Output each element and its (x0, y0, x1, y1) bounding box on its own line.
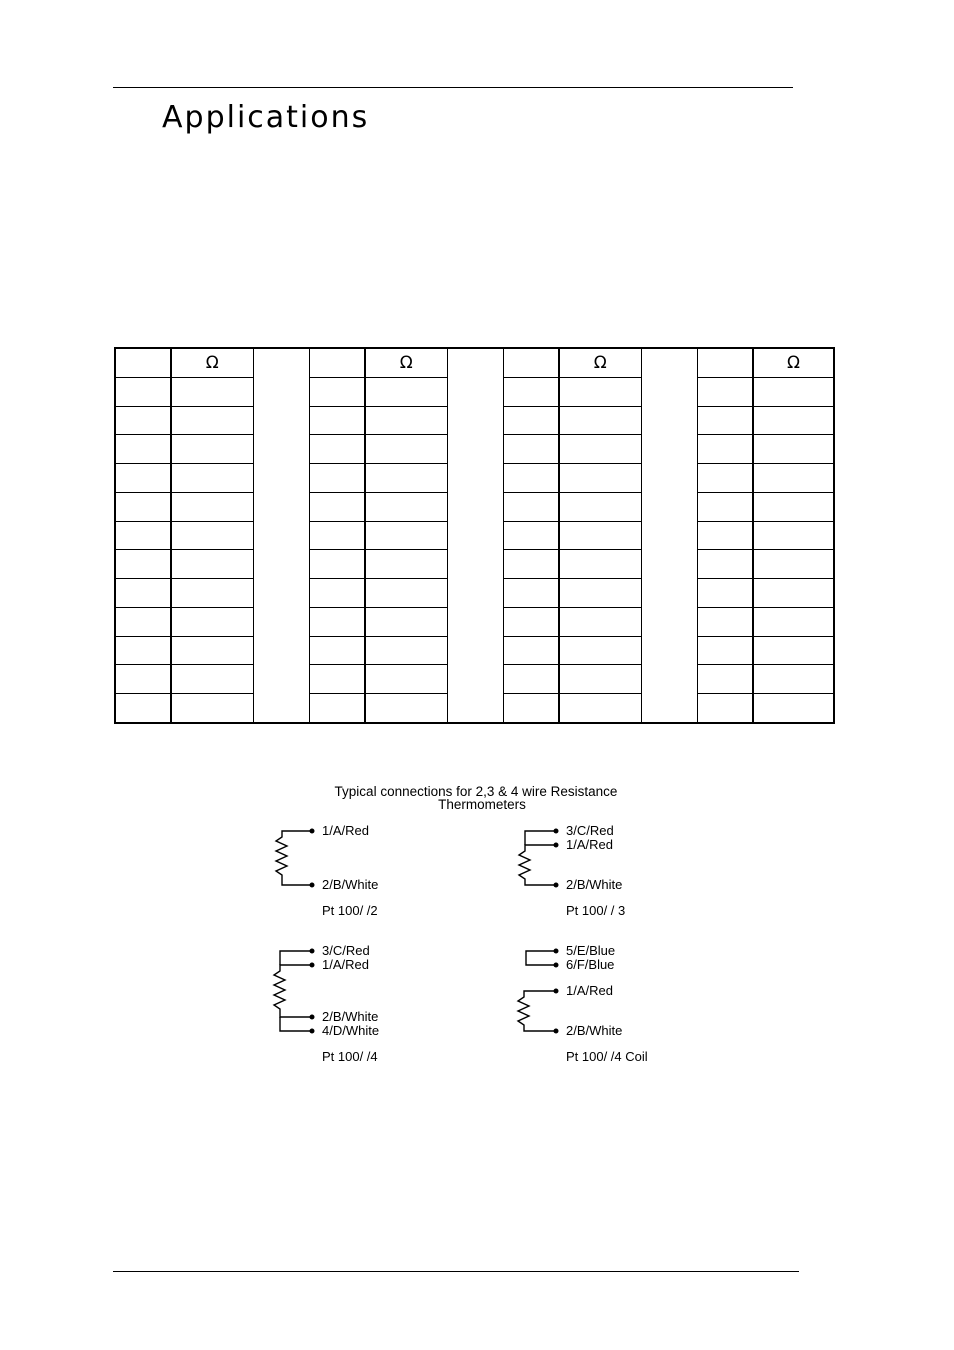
resistance-cell (171, 435, 253, 464)
three-wire-connection (519, 831, 556, 885)
resistance-cell (171, 406, 253, 435)
resistance-cell (559, 464, 641, 493)
coil-label-3: 1/A/Red (566, 983, 613, 998)
wire4-label-1: 3/C/Red (322, 943, 370, 958)
temperature-cell (115, 406, 171, 435)
temperature-cell (115, 694, 171, 723)
resistance-cell (365, 636, 447, 665)
temperature-cell (115, 636, 171, 665)
temperature-cell (115, 550, 171, 579)
resistance-cell (171, 521, 253, 550)
temperature-cell (697, 579, 753, 608)
wire4-caption: Pt 100/ /4 (322, 1049, 378, 1064)
rtd-wiring-diagram (240, 775, 720, 1075)
temperature-cell (309, 348, 365, 377)
resistance-cell (171, 607, 253, 636)
resistance-cell (365, 665, 447, 694)
resistance-cell (559, 406, 641, 435)
table-row (115, 348, 834, 377)
temperature-cell (503, 636, 559, 665)
temperature-cell (115, 607, 171, 636)
temperature-cell (309, 579, 365, 608)
resistance-cell (753, 579, 834, 608)
page-title: Applications (162, 100, 370, 135)
resistance-cell (559, 550, 641, 579)
resistance-cell (365, 464, 447, 493)
resistance-cell (559, 435, 641, 464)
wire4-label-4: 4/D/White (322, 1023, 380, 1038)
temperature-cell (503, 579, 559, 608)
temperature-cell (503, 464, 559, 493)
wire4-label-3: 2/B/White (322, 1009, 379, 1024)
temperature-cell (115, 464, 171, 493)
temperature-cell (697, 464, 753, 493)
wire2-top-label: 1/A/Red (322, 823, 369, 838)
temperature-cell (697, 694, 753, 723)
temperature-cell (309, 464, 365, 493)
coil-label-2: 6/F/Blue (566, 957, 615, 972)
header-rule (113, 87, 793, 88)
temperature-cell (697, 377, 753, 406)
temperature-cell (309, 550, 365, 579)
wire3-top-label: 3/C/Red (566, 823, 614, 838)
temperature-cell (503, 435, 559, 464)
resistance-cell (171, 579, 253, 608)
resistance-cell (753, 406, 834, 435)
column-separator (641, 348, 697, 723)
resistance-cell (559, 665, 641, 694)
resistance-cell (559, 579, 641, 608)
coil-label-4: 2/B/White (566, 1023, 623, 1038)
temperature-cell (309, 694, 365, 723)
column-separator (447, 348, 503, 723)
diagram-title-line2: Thermometers (438, 797, 526, 812)
resistance-cell (753, 435, 834, 464)
temperature-cell (697, 550, 753, 579)
resistance-cell (753, 607, 834, 636)
resistance-cell (753, 521, 834, 550)
resistance-cell (365, 521, 447, 550)
temperature-cell (115, 348, 171, 377)
temperature-cell (309, 406, 365, 435)
resistance-cell (171, 377, 253, 406)
temperature-cell (697, 665, 753, 694)
resistance-cell (753, 665, 834, 694)
resistance-table (114, 347, 835, 724)
temperature-cell (697, 435, 753, 464)
temperature-cell (115, 377, 171, 406)
resistance-cell (365, 694, 447, 723)
temperature-cell (309, 377, 365, 406)
resistance-cell (365, 492, 447, 521)
diagram-title-line1: Typical connections for 2,3 & 4 wire Resistance (334, 784, 618, 799)
temperature-cell (115, 665, 171, 694)
resistance-cell (365, 550, 447, 579)
resistance-cell (559, 377, 641, 406)
resistance-cell (171, 550, 253, 579)
resistance-cell (753, 377, 834, 406)
ohm-header-cell: Ω (171, 348, 253, 377)
temperature-cell (309, 492, 365, 521)
temperature-cell (697, 521, 753, 550)
resistance-cell (171, 694, 253, 723)
footer-rule (113, 1271, 799, 1272)
resistance-cell (171, 636, 253, 665)
temperature-cell (697, 636, 753, 665)
four-wire-coil-connection (518, 951, 556, 1031)
temperature-cell (503, 521, 559, 550)
ohm-header-cell: Ω (365, 348, 447, 377)
coil-caption: Pt 100/ /4 Coil (566, 1049, 648, 1064)
temperature-cell (309, 607, 365, 636)
resistance-cell (753, 550, 834, 579)
resistance-cell (753, 636, 834, 665)
temperature-cell (697, 492, 753, 521)
temperature-cell (309, 636, 365, 665)
wire3-mid-label: 1/A/Red (566, 837, 613, 852)
wire3-caption: Pt 100/ / 3 (566, 903, 626, 918)
resistance-cell (559, 521, 641, 550)
resistance-cell (559, 694, 641, 723)
temperature-cell (503, 694, 559, 723)
two-wire-connection (276, 831, 312, 885)
temperature-cell (115, 435, 171, 464)
temperature-cell (503, 607, 559, 636)
resistance-cell (559, 607, 641, 636)
temperature-cell (309, 435, 365, 464)
wire2-bottom-label: 2/B/White (322, 877, 379, 892)
temperature-cell (503, 492, 559, 521)
temperature-cell (115, 579, 171, 608)
resistance-cell (171, 492, 253, 521)
temperature-cell (697, 406, 753, 435)
resistance-cell (365, 435, 447, 464)
temperature-cell (503, 550, 559, 579)
wire2-caption: Pt 100/ /2 (322, 903, 378, 918)
temperature-cell (697, 348, 753, 377)
resistance-cell (171, 464, 253, 493)
wire3-bottom-label: 2/B/White (566, 877, 623, 892)
resistance-cell (559, 492, 641, 521)
four-wire-connection (274, 951, 312, 1031)
resistance-cell (365, 579, 447, 608)
temperature-cell (309, 665, 365, 694)
ohm-header-cell: Ω (753, 348, 834, 377)
resistance-cell (365, 607, 447, 636)
resistance-cell (753, 694, 834, 723)
wire4-label-2: 1/A/Red (322, 957, 369, 972)
resistance-cell (753, 492, 834, 521)
resistance-cell (559, 636, 641, 665)
temperature-cell (503, 348, 559, 377)
resistance-cell (365, 377, 447, 406)
resistance-cell (753, 464, 834, 493)
temperature-cell (115, 521, 171, 550)
resistance-cell (365, 406, 447, 435)
column-separator (253, 348, 309, 723)
temperature-cell (503, 406, 559, 435)
temperature-cell (503, 665, 559, 694)
coil-label-1: 5/E/Blue (566, 943, 616, 958)
temperature-cell (503, 377, 559, 406)
ohm-header-cell: Ω (559, 348, 641, 377)
resistance-cell (171, 665, 253, 694)
temperature-cell (115, 492, 171, 521)
temperature-cell (309, 521, 365, 550)
temperature-cell (697, 607, 753, 636)
